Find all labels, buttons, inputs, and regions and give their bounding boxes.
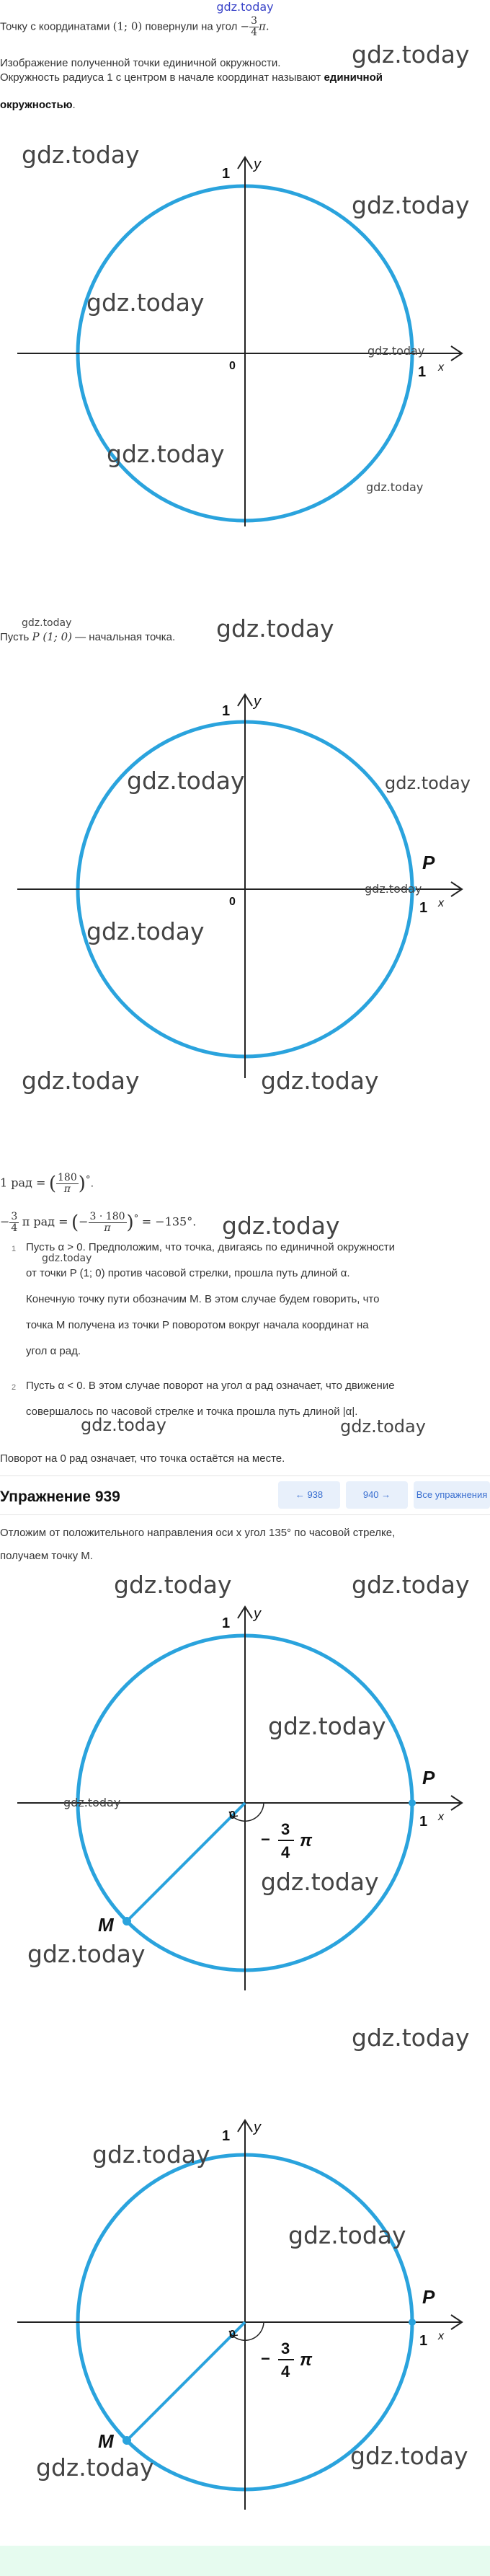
intro-bold-2: окружностью	[0, 99, 73, 111]
label-one-x: 1	[419, 2333, 428, 2349]
intro-angle-pi: π.	[259, 19, 270, 33]
label-origin: 0	[229, 1809, 236, 1822]
list-item-1-line: Пусть α > 0. Предположим, что точка, двигаясь по единичной окружности	[26, 1241, 395, 1253]
conv1-end: .	[90, 1177, 94, 1190]
angle-num: 3	[281, 1820, 290, 1838]
label-x: x	[438, 2330, 444, 2342]
watermark: gdz.today	[86, 288, 205, 317]
watermark: gdz.today	[63, 1796, 121, 1809]
start-point: P (1; 0)	[32, 630, 72, 643]
label-y: y	[254, 1606, 261, 1622]
list-item-1-line: от точки P (1; 0) против часовой стрелки, прошла путь длиной α.	[26, 1267, 350, 1279]
label-y: y	[254, 694, 261, 710]
angle-minus: −	[261, 1830, 270, 1848]
conv2-minus: −	[0, 1214, 10, 1229]
intro-bold-1: единичной	[324, 71, 383, 84]
watermark: gdz.today	[22, 1067, 140, 1095]
list-item-1-line: точка M получена из точки P поворотом вокруг начала координат на	[26, 1319, 369, 1331]
watermark: gdz.today	[86, 917, 205, 945]
list-number-1: 1	[12, 1245, 17, 1253]
conv1-num: 180	[58, 1172, 77, 1183]
point-p-marker	[409, 2319, 416, 2326]
angle-minus: −	[261, 2350, 270, 2368]
task-line-1: Отложим от положительного направления оси x угол 135° по часовой стрелке,	[0, 1527, 396, 1539]
label-x: x	[438, 897, 444, 909]
watermark: gdz.today	[22, 617, 72, 629]
watermark: gdz.today	[350, 2442, 468, 2470]
watermark: gdz.today	[42, 1253, 92, 1264]
intro-angle-fraction	[249, 16, 259, 38]
angle-pi: π	[300, 1831, 313, 1851]
intro-line1-prefix: Точку с координатами	[0, 20, 110, 33]
label-origin: 0	[229, 2329, 236, 2341]
watermark: gdz.today	[365, 882, 422, 896]
watermark: gdz.today	[352, 40, 470, 69]
radius-to-m	[127, 1803, 245, 1921]
intro-line3-prefix: Окружность радиуса 1 с центром в начале координат называют	[0, 71, 321, 84]
conv2-mid: π рад =	[22, 1214, 68, 1229]
label-one-y: 1	[222, 2128, 231, 2144]
label-one-y: 1	[222, 703, 231, 719]
angle-num: 3	[281, 2339, 290, 2357]
point-m-marker	[122, 1917, 131, 1926]
intro-point: (1; 0)	[112, 19, 143, 33]
watermark: gdz.today	[366, 480, 424, 494]
watermark: gdz.today	[261, 1868, 379, 1896]
label-y: y	[254, 2120, 261, 2135]
intro-line1-mid: повернули на угол	[145, 20, 238, 33]
conv1-fraction	[56, 1173, 79, 1195]
radius-to-m	[127, 2322, 245, 2440]
list-item-1-line: Конечную точку пути обозначим M. В этом случае будем говорить, что	[26, 1293, 380, 1305]
intro-angle-num: 3	[251, 15, 258, 27]
angle-den: 4	[281, 2363, 290, 2381]
watermark: gdz.today	[114, 1571, 232, 1599]
intro-angle-sign: −	[240, 19, 250, 33]
label-x: x	[438, 1811, 444, 1823]
label-point-m: M	[98, 2430, 114, 2452]
watermark: gdz.today	[81, 1415, 166, 1435]
list-item-2-line: совершалось по часовой стрелке и точка прошла путь длиной |α|.	[26, 1406, 358, 1418]
intro-line-4	[0, 98, 76, 113]
watermark: gdz.today	[216, 614, 334, 643]
list-number-2: 2	[12, 1383, 17, 1392]
bottom-banner	[0, 2546, 490, 2576]
next-exercise-button[interactable]: 940 →	[346, 1481, 408, 1509]
intro-line-2: Изображение полученной точки единичной окружности.	[0, 57, 281, 69]
label-point-p: P	[422, 1767, 435, 1788]
label-one-y: 1	[222, 1615, 231, 1631]
label-point-p: P	[422, 2286, 435, 2308]
intro-line4-end: .	[72, 99, 76, 111]
label-one-x: 1	[419, 900, 428, 916]
watermark: gdz.today	[385, 773, 471, 793]
label-y: y	[254, 156, 261, 172]
label-point-p: P	[422, 852, 435, 873]
section-divider	[0, 1514, 490, 1515]
label-x: x	[438, 361, 444, 374]
watermark: gdz.today	[288, 2221, 406, 2249]
conversion-line-1: 1 рад = ( $\frac{180}{\pi}$ )°.	[0, 1172, 94, 1195]
site-logo-link[interactable]: gdz.today	[216, 0, 274, 14]
watermark: gdz.today	[222, 1212, 340, 1240]
start-suffix: — начальная точка.	[75, 631, 176, 643]
conv2-result: = −135°.	[141, 1214, 197, 1229]
watermark: gdz.today	[127, 767, 245, 795]
watermark: gdz.today	[352, 1571, 470, 1599]
unit-circle-figure-2	[0, 674, 490, 1078]
exercise-title: Упражнение 939	[0, 1488, 120, 1505]
task-line-2: получаем точку M.	[0, 1550, 93, 1562]
conv1-den: π	[63, 1183, 71, 1195]
conv2-inner-num: 3 · 180	[89, 1211, 125, 1222]
label-point-m: M	[98, 1914, 114, 1936]
conversion-line-2: − $\frac{3}{4}$ π рад = (− $\frac{3 \cdot 180}{\pi}$ )° = −135°.	[0, 1211, 197, 1234]
watermark: gdz.today	[352, 191, 470, 219]
watermark: gdz.today	[368, 344, 425, 358]
angle-pi: π	[300, 2350, 313, 2370]
conv1-degree: °	[85, 1174, 91, 1186]
conv2-den: 4	[11, 1222, 18, 1234]
watermark: gdz.today	[22, 141, 140, 169]
prev-exercise-button[interactable]: ← 938	[278, 1481, 340, 1509]
label-origin: 0	[229, 360, 236, 372]
watermark: gdz.today	[261, 1067, 379, 1095]
list-item-2-line: Пусть α < 0. В этом случае поворот на угол α рад означает, что движение	[26, 1380, 395, 1392]
list-item-1-line: угол α рад.	[26, 1345, 81, 1357]
label-one-x: 1	[419, 1814, 428, 1830]
watermark: gdz.today	[340, 1416, 426, 1437]
watermark: gdz.today	[352, 2024, 470, 2052]
intro-line-1	[0, 16, 490, 38]
watermark: gdz.today	[36, 2453, 154, 2482]
unit-circle-figure-3	[0, 1587, 490, 1990]
watermark: gdz.today	[107, 440, 225, 468]
intro-line-3	[0, 71, 383, 85]
label-one-y: 1	[222, 166, 231, 182]
label-origin: 0	[229, 896, 236, 908]
start-prefix: Пусть	[0, 631, 30, 643]
watermark: gdz.today	[27, 1940, 146, 1968]
watermark: gdz.today	[268, 1712, 386, 1740]
watermark: gdz.today	[92, 2140, 210, 2169]
conv2-num: 3	[11, 1211, 18, 1222]
angle-den: 4	[281, 1843, 290, 1861]
conv2-inner-den: π	[104, 1222, 111, 1234]
point-p-marker	[409, 1799, 416, 1807]
start-point-text	[0, 630, 175, 645]
list-item-1	[26, 1235, 487, 1364]
conv2-inner-fraction	[89, 1212, 127, 1234]
conv1-left: 1 рад =	[0, 1175, 46, 1190]
intro-angle-den: 4	[251, 27, 258, 38]
zero-rotation-text: Поворот на 0 рад означает, что точка остаётся на месте.	[0, 1452, 285, 1465]
all-exercises-button[interactable]: Все упражнения	[414, 1481, 490, 1509]
label-one-x: 1	[418, 364, 427, 380]
conv2-fraction	[9, 1212, 19, 1234]
point-m-marker	[122, 2436, 131, 2445]
